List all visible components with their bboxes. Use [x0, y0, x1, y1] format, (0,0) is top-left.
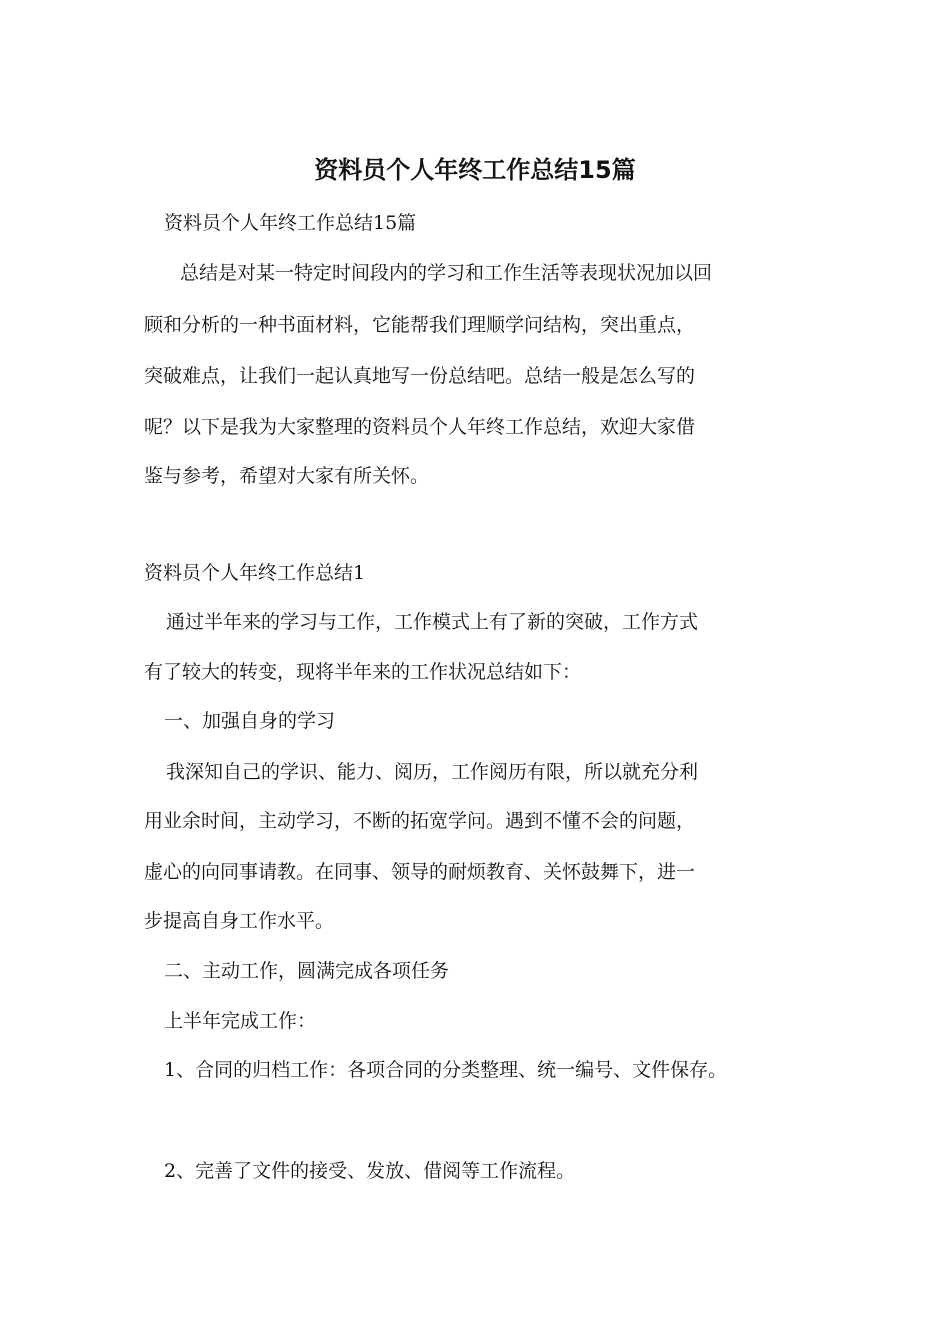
study-line-1: 我深知自己的学识、能力、阅历，工作阅历有限，所以就充分利 — [166, 761, 699, 783]
heading-two: 二、主动工作，圆满完成各项任务 — [164, 960, 450, 982]
section-1-intro-line-1: 通过半年来的学习与工作，工作模式上有了新的突破，工作方式 — [166, 611, 699, 633]
intro-line-2: 顾和分析的一种书面材料，它能帮我们理顺学问结构，突出重点， — [144, 314, 696, 336]
intro-line-1: 总结是对某一特定时间段内的学习和工作生活等表现状况加以回 — [180, 262, 713, 284]
study-line-4: 步提高自身工作水平。 — [144, 910, 335, 932]
section-1-heading: 资料员个人年终工作总结1 — [144, 562, 366, 584]
list-item: 2、完善了文件的接受、发放、借阅等工作流程。 — [164, 1160, 576, 1182]
study-line-2: 用业余时间，主动学习，不断的拓宽学问。遇到不懂不会的问题， — [144, 810, 696, 832]
section-1-intro-line-2: 有了较大的转变，现将半年来的工作状况总结如下： — [144, 661, 582, 683]
heading-one: 一、加强自身的学习 — [164, 710, 336, 732]
intro-line-4: 呢？以下是我为大家整理的资料员个人年终工作总结，欢迎大家借 — [144, 416, 696, 438]
document-title: 资料员个人年终工作总结15篇 — [314, 156, 636, 184]
study-line-3: 虚心的向同事请教。在同事、领导的耐烦教育、关怀鼓舞下，进一 — [144, 861, 696, 883]
intro-line-5: 鉴与参考，希望对大家有所关怀。 — [144, 465, 430, 487]
intro-line-3: 突破难点，让我们一起认真地写一份总结吧。总结一般是怎么写的 — [144, 365, 696, 387]
document-subtitle: 资料员个人年终工作总结15篇 — [164, 212, 417, 234]
list-item: 1、合同的归档工作：各项合同的分类整理、统一编号、文件保存。 — [164, 1059, 728, 1081]
first-half-label: 上半年完成工作： — [164, 1010, 317, 1032]
